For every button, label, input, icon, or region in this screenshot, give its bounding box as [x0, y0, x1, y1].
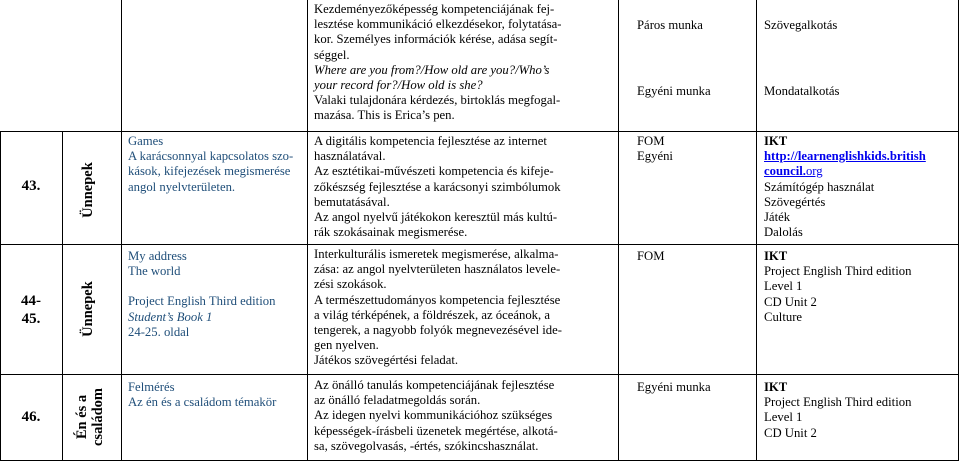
tools-heading: IKT	[764, 380, 788, 394]
tools-cell	[764, 134, 954, 240]
text-line: A természettudományos kompetencia fejlesztése	[314, 292, 561, 307]
text-line: FOM	[637, 249, 665, 263]
lesson-number: 43.	[21, 178, 41, 194]
top-tools-cell	[764, 18, 837, 33]
resource-link[interactable]: council.	[764, 164, 806, 179]
text-line: lesztése kommunikáció elkezdésekor, folytatása-	[314, 17, 562, 32]
content-cell	[128, 249, 304, 340]
text-line: Project English Third edition	[764, 264, 912, 279]
method-cell	[637, 134, 673, 164]
col-divider	[618, 0, 619, 461]
col-divider	[62, 131, 63, 461]
col-divider	[307, 0, 308, 461]
text-line: séggel.	[314, 47, 350, 62]
top-method-cell	[637, 84, 711, 99]
text-line: zési szokások.	[314, 277, 387, 292]
text-line: Level 1	[764, 279, 803, 294]
text-line: Játék	[764, 210, 791, 225]
text-line: Project English Third edition	[128, 294, 276, 309]
topic-label: Ünnepek	[80, 281, 96, 337]
topic-label	[74, 372, 108, 462]
text-line: Játékos szövegértési feladat.	[314, 353, 459, 368]
skills-cell	[314, 134, 614, 240]
topic-line: családom	[90, 388, 106, 446]
text-line: Games	[128, 134, 164, 148]
resource-link[interactable]: http://learnenglishkids.british	[764, 149, 926, 164]
text-line: Páros munka	[637, 18, 703, 32]
text-line: FOM	[637, 134, 665, 148]
tools-heading: IKT	[764, 249, 788, 263]
row-divider	[0, 374, 959, 375]
text-line: bemutatásával.	[314, 194, 390, 209]
text-line: sa, szövegolvasás, -értés, szókincshasználat.	[314, 438, 539, 453]
text-line: angol nyelvterületen.	[128, 179, 236, 194]
top-method-cell	[637, 18, 703, 33]
text-line: Mondatalkotás	[764, 84, 840, 98]
text-line: your record for?/How old is she?	[314, 78, 483, 93]
text-line: rák szokásainak megismerése.	[314, 225, 468, 240]
text-line: Student’s Book 1	[128, 309, 213, 324]
text-line: kások, kifejezések megismerése	[128, 164, 291, 179]
text-line: Felmérés	[128, 380, 175, 394]
text-line: Project English Third edition	[764, 395, 912, 410]
lesson-number-line: 45.	[21, 311, 41, 327]
text-line: Egyéni	[637, 149, 673, 164]
content-cell	[128, 134, 304, 195]
text-line: CD Unit 2	[764, 425, 817, 440]
text-line: Interkulturális ismeretek megismerése, alkalma-	[314, 247, 559, 261]
text-line: zása: az angol nyelvterületen használatos levele-	[314, 262, 561, 277]
lesson-number-line: 44-	[21, 293, 41, 309]
resource-link-tail[interactable]: org	[805, 164, 823, 179]
text-line: képességek-írásbeli üzenetek megértése, alkotá-	[314, 423, 558, 438]
method-cell	[637, 249, 665, 264]
tools-heading: IKT	[764, 134, 788, 148]
text-line: Culture	[764, 309, 803, 324]
spacer-line	[128, 279, 304, 294]
lesson-number: 46.	[21, 409, 41, 425]
text-line: Where are you from?/How old are you?/Who’s	[314, 62, 550, 77]
row-divider	[0, 244, 959, 245]
text-line: Számítógép használat	[764, 179, 875, 194]
text-line: tengerek, a nagyobb folyók megnevezésével ide-	[314, 323, 563, 338]
top-skills-cell	[314, 2, 614, 124]
col-divider	[0, 131, 1, 461]
text-line: Szövegalkotás	[764, 18, 838, 32]
text-line: zőkészség fejlesztése a karácsonyi szimbólumok	[314, 179, 561, 194]
text-line: Kezdeményezőképesség kompetenciájának fej-	[314, 2, 555, 16]
skills-cell	[314, 378, 614, 454]
lesson-number	[2, 292, 60, 328]
text-line: CD Unit 2	[764, 294, 817, 309]
text-line: My address	[128, 249, 187, 263]
text-line: Az esztétikai-művészeti kompetencia és kifeje-	[314, 164, 554, 179]
skills-cell	[314, 247, 614, 369]
top-tools-cell	[764, 84, 839, 99]
col-divider	[121, 0, 122, 461]
text-line: Az idegen nyelvi kommunikációhoz szükséges	[314, 408, 553, 423]
text-line: a világ térképének, a földrészek, az óceánok, a	[314, 307, 551, 322]
text-line: mazása. This is Erica’s pen.	[314, 108, 455, 123]
topic-line: Én és a	[74, 394, 90, 440]
text-line: kor. Személyes információk kérése, adása segít-	[314, 32, 558, 47]
text-line: Az angol nyelvű játékokon keresztül más kultú-	[314, 210, 558, 225]
text-line: Szövegértés	[764, 194, 826, 209]
text-line: A karácsonnyal kapcsolatos szo-	[128, 149, 294, 164]
content-cell	[128, 380, 304, 410]
method-cell	[637, 380, 711, 395]
text-line: használatával.	[314, 149, 386, 164]
row-divider	[0, 131, 959, 132]
text-line: az önálló feladatmegoldás során.	[314, 393, 481, 408]
text-line: Egyéni munka	[637, 84, 711, 98]
text-line: 24-25. oldal	[128, 324, 190, 339]
text-line: Az önálló tanulás kompetenciájának fejlesztése	[314, 378, 555, 392]
tools-cell	[764, 380, 954, 441]
col-divider	[756, 0, 757, 461]
text-line: Level 1	[764, 410, 803, 425]
text-line: The world	[128, 264, 181, 279]
topic-label: Ünnepek	[80, 162, 96, 218]
text-line: gen nyelven.	[314, 338, 379, 353]
text-line: Dalolás	[764, 225, 803, 240]
text-line: Az én és a családom témakör	[128, 395, 277, 410]
text-line: A digitális kompetencia fejlesztése az internet	[314, 134, 547, 148]
text-line: Egyéni munka	[637, 380, 711, 394]
text-line: Valaki tulajdonára kérdezés, birtoklás megfogal-	[314, 93, 561, 108]
tools-cell	[764, 249, 954, 325]
